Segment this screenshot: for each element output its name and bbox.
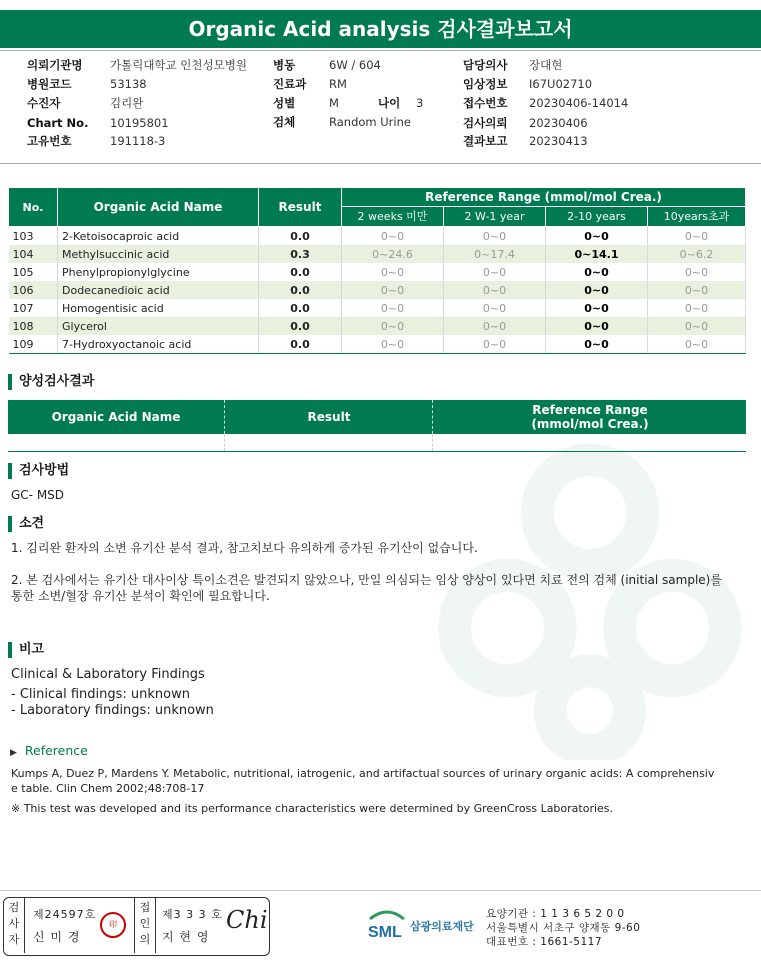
info-value: 53138: [110, 77, 147, 91]
info-label: 병원코드: [27, 77, 72, 91]
info-value: 가톨릭대학교 인천성모병원: [110, 58, 247, 72]
result-table: [8, 187, 746, 354]
seal-stamp: 印: [100, 912, 126, 938]
examiner-name: 신 미 경: [33, 930, 81, 944]
row-ref: 0~0: [342, 317, 444, 335]
confirmer-number: 제3 3 3 호: [162, 908, 223, 921]
info-value: 10195801: [110, 116, 169, 130]
findings-p2-line1: 2. 본 검사에서는 유기산 대사이상 특이소견은 발견되지 않았으나, 만일 의심되는 임상 양상이 있다면 치료 전의 검체 (initial sample)를: [11, 573, 722, 587]
row-name: 2-Ketoisocaproic acid: [58, 227, 259, 246]
footer-divider: [0, 890, 761, 891]
info-label: 병동: [273, 58, 296, 72]
row-ref: 0~0: [648, 317, 746, 335]
remarks-line3: - Laboratory findings: unknown: [11, 703, 214, 718]
row-result: 0.3: [259, 245, 342, 263]
row-name: Methylsuccinic acid: [58, 245, 259, 263]
method-text: GC- MSD: [11, 488, 65, 502]
info-label: 진료과: [273, 77, 307, 91]
header-divider: [0, 50, 761, 51]
table-row: [9, 245, 746, 263]
row-ref: 0~17.4: [444, 245, 546, 263]
info-value: 장대현: [529, 58, 563, 72]
findings-p1: 1. 김리완 환자의 소변 유기산 분석 결과, 참고치보다 유의하게 증가된 유기산이 없습니다.: [11, 541, 478, 555]
info-label: 검체: [273, 115, 296, 129]
row-ref: 0~0: [444, 335, 546, 354]
row-ref: 0~0: [342, 281, 444, 299]
row-ref: 0~24.6: [342, 245, 444, 263]
info-label: 임상정보: [463, 77, 508, 91]
row-no: 108: [9, 317, 58, 335]
row-result: 0.0: [259, 227, 342, 246]
remarks-line1: Clinical & Laboratory Findings: [11, 667, 205, 682]
age-label: 나이: [378, 96, 401, 110]
row-name: Phenylpropionylglycine: [58, 263, 259, 281]
examiner-label: 검 사 자: [4, 898, 25, 953]
info-value: 6W / 604: [329, 58, 381, 72]
info-label: 의뢰기관명: [27, 58, 83, 72]
reference-heading: [10, 743, 88, 758]
signature: Chi: [226, 906, 268, 934]
age-value: 3: [416, 96, 424, 110]
row-ref: 0~0: [648, 263, 746, 281]
positive-col-ref-line2: (mmol/mol Crea.): [531, 417, 649, 431]
col-ref-2-10y: 2-10 years: [546, 206, 648, 226]
positive-results-heading: 양성검사결과: [8, 374, 94, 390]
row-ref: 0~0: [444, 299, 546, 317]
table-row: [9, 335, 746, 354]
info-label: 결과보고: [463, 134, 508, 148]
positive-col-result: Result: [224, 400, 433, 434]
reference-note: ※ This test was developed and its performance characteristics were determined by GreenCross Laboratories.: [11, 802, 614, 815]
row-result: 0.0: [259, 263, 342, 281]
footer-line3: 대표번호 : 1661-5117: [486, 936, 603, 948]
examiner-number: 제24597호: [33, 908, 97, 921]
table-row: [9, 281, 746, 299]
col-no: No.: [9, 188, 58, 227]
report-title: Organic Acid analysis 검사결과보고서: [0, 10, 761, 48]
info-value: I67U02710: [529, 77, 593, 91]
row-ref: 0~0: [546, 281, 648, 299]
row-ref: 0~0: [546, 317, 648, 335]
logo-text: SML: [368, 924, 402, 941]
positive-col-ref-line1: Reference Range: [532, 403, 648, 417]
reference-heading-label: Reference: [24, 743, 88, 758]
info-label: 검사의뢰: [463, 116, 508, 130]
row-name: Homogentisic acid: [58, 299, 259, 317]
triangle-icon: ▶: [10, 748, 17, 758]
info-label: 고유번호: [27, 134, 72, 148]
positive-col-name: Organic Acid Name: [51, 410, 181, 424]
row-ref: 0~0: [342, 227, 444, 246]
row-no: 103: [9, 227, 58, 246]
table-row: [9, 263, 746, 281]
findings-p2-line2: 통한 소변/혈장 유기산 분석이 확인에 필요합니다.: [11, 589, 270, 603]
positive-results-empty-row: [8, 434, 746, 452]
row-ref: 0~0: [546, 263, 648, 281]
row-no: 104: [9, 245, 58, 263]
row-no: 106: [9, 281, 58, 299]
row-result: 0.0: [259, 299, 342, 317]
row-result: 0.0: [259, 335, 342, 354]
info-value: Random Urine: [329, 115, 411, 129]
watermark-logo: [420, 430, 760, 760]
row-ref: 0~0: [546, 227, 648, 246]
info-value: RM: [329, 77, 347, 91]
table-row: [9, 227, 746, 246]
col-result: Result: [259, 188, 342, 227]
col-ref-2weeks: 2 weeks 미만: [342, 206, 444, 226]
row-ref: 0~0: [648, 281, 746, 299]
col-ref-2w1y: 2 W-1 year: [444, 206, 546, 226]
row-ref: 0~0: [546, 299, 648, 317]
table-row: [9, 317, 746, 335]
remarks-heading: 비고: [8, 642, 44, 658]
info-label: 담당의사: [463, 58, 508, 72]
info-value: M: [329, 96, 339, 110]
row-name: Glycerol: [58, 317, 259, 335]
row-no: 107: [9, 299, 58, 317]
footer-line2: 서울특별시 서초구 양재동 9-60: [486, 922, 641, 934]
reference-line1: Kumps A, Duez P, Mardens Y. Metabolic, nutritional, iatrogenic, and artifactual sources of urinary organic acids: A comprehensiv: [11, 767, 715, 780]
info-divider: [0, 163, 761, 164]
info-label: Chart No.: [27, 116, 89, 130]
info-label: 수진자: [27, 96, 61, 110]
table-row: [9, 299, 746, 317]
row-ref: 0~0: [648, 227, 746, 246]
org-name: 삼광의료재단: [410, 920, 474, 933]
info-value: 20230406-14014: [529, 96, 629, 110]
info-value: 20230413: [529, 134, 588, 148]
info-value: 20230406: [529, 116, 588, 130]
col-ref-10y: 10years초과: [648, 206, 746, 226]
sml-logo-icon: [366, 905, 408, 943]
footer-line1: 요양기관 : 1 1 3 6 5 2 0 0: [486, 908, 625, 920]
row-name: 7-Hydroxyoctanoic acid: [58, 335, 259, 354]
reference-line2: e table. Clin Chem 2002;48:708-17: [11, 782, 205, 795]
row-ref: 0~0: [444, 281, 546, 299]
row-ref: 0~0: [444, 317, 546, 335]
confirmer-label: 접 인 의: [134, 898, 156, 953]
row-ref: 0~0: [444, 227, 546, 246]
row-ref: 0~0: [342, 299, 444, 317]
row-ref: 0~0: [648, 335, 746, 354]
row-ref: 0~14.1: [546, 245, 648, 263]
findings-heading: 소견: [8, 516, 44, 532]
confirmer-name: 지 현 영: [162, 930, 210, 944]
info-value: 김리완: [110, 96, 144, 110]
row-no: 105: [9, 263, 58, 281]
positive-results-header: [8, 400, 746, 434]
info-label: 접수번호: [463, 96, 508, 110]
col-reference: Reference Range (mmol/mol Crea.): [342, 188, 746, 207]
remarks-line2: - Clinical findings: unknown: [11, 687, 190, 702]
row-no: 109: [9, 335, 58, 354]
row-ref: 0~0: [444, 263, 546, 281]
row-name: Dodecanedioic acid: [58, 281, 259, 299]
row-result: 0.0: [259, 281, 342, 299]
positive-col-ref: [432, 400, 747, 434]
row-ref: 0~0: [546, 335, 648, 354]
row-result: 0.0: [259, 317, 342, 335]
row-ref: 0~0: [648, 299, 746, 317]
method-heading: 검사방법: [8, 463, 69, 479]
row-ref: 0~0: [342, 263, 444, 281]
col-name: Organic Acid Name: [58, 188, 259, 227]
row-ref: 0~6.2: [648, 245, 746, 263]
info-value: 191118-3: [110, 134, 166, 148]
row-ref: 0~0: [342, 335, 444, 354]
info-label: 성별: [273, 96, 296, 110]
